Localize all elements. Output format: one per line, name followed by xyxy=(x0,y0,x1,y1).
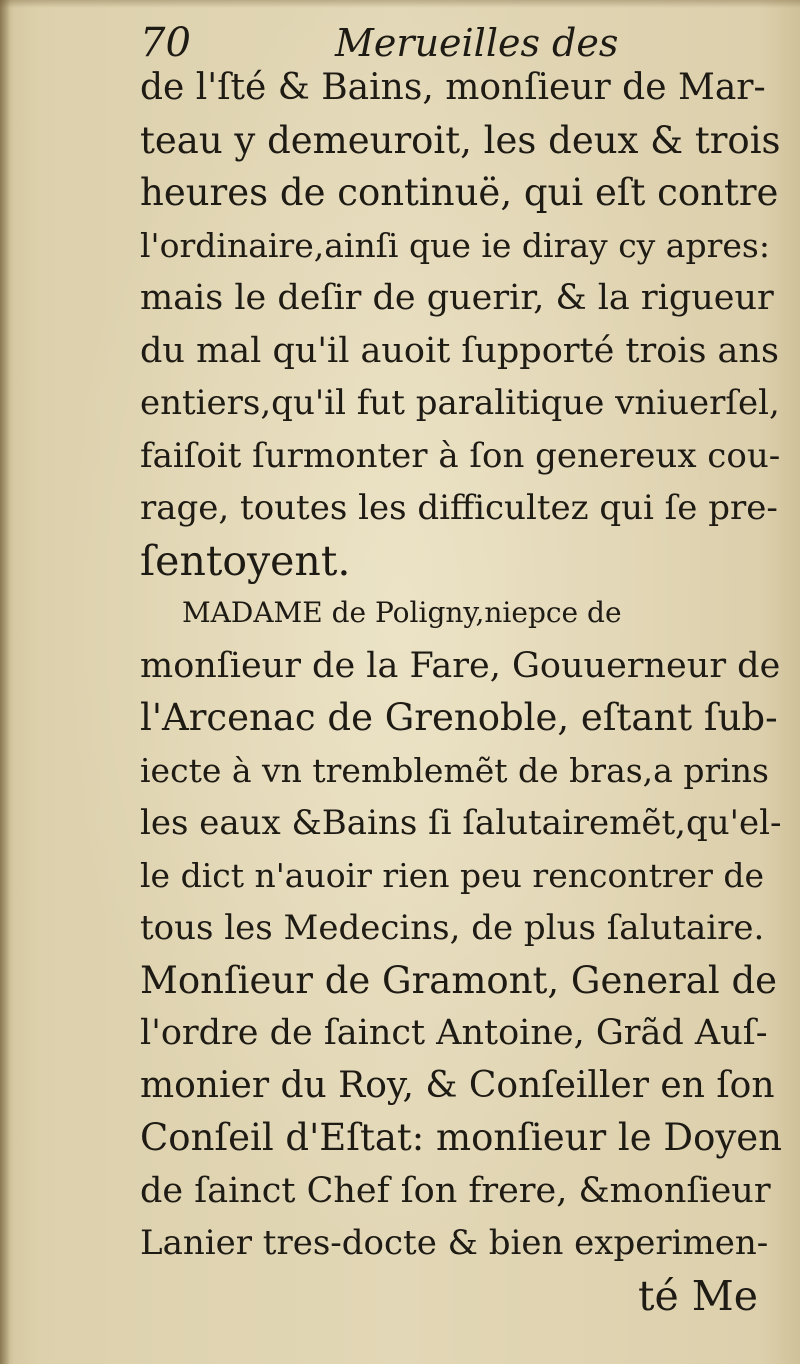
text-line: mais le deſir de guerir, & la rigueur xyxy=(140,278,774,318)
text-line: faiſoit ſurmonter à ſon genereux cou- xyxy=(140,435,781,476)
text-line: l'ordinaire,ainſi que ie diray cy apres: xyxy=(140,225,770,265)
text-line: l'ordre de ſainct Antoine, Grãd Auſ- xyxy=(140,1013,768,1053)
text-line: rage, toutes les difficultez qui ſe pre- xyxy=(140,488,778,528)
page-number: 70 xyxy=(140,20,191,66)
text-line: Monſieur de Gramont, General de xyxy=(140,958,778,1002)
text-line: l'Arcenac de Grenoble, eſtant ſub- xyxy=(140,696,778,739)
text-line: de l'ſté & Bains, monſieur de Mar- xyxy=(140,67,766,108)
text-line: iecte à vn tremblemẽt de bras,a prins xyxy=(140,750,769,790)
text-line: ſentoyent. xyxy=(140,536,351,585)
page-edge-shadow xyxy=(0,0,800,8)
text-line: les eaux &Bains ſi ſalutairemẽt,qu'el- xyxy=(140,803,782,843)
body-text xyxy=(140,62,780,1322)
text-line: du mal qu'il auoit ſupporté trois ans xyxy=(140,330,779,371)
page-header xyxy=(140,18,700,68)
text-line: monier du Roy, & Conſeiller en ſon xyxy=(140,1064,775,1106)
running-title: Meruеilles des xyxy=(335,21,619,65)
text-line: de ſainct Chef ſon frere, &monſieur xyxy=(140,1170,771,1211)
text-line: heures de continuë, qui eſt contre xyxy=(140,171,779,214)
text-line: Lanier tres-docte & bien experimen- xyxy=(140,1223,769,1263)
text-line: teau y demeuroit, les deux & trois xyxy=(140,118,781,162)
spine-shadow xyxy=(0,0,10,1364)
text-line: le dict n'auoir rien peu rencontrer de xyxy=(140,855,765,895)
text-line: Conſeil d'Eſtat: monſieur le Doyen xyxy=(140,1116,782,1159)
text-line: tous les Medecins, de plus ſalutaire. xyxy=(140,908,765,948)
text-line: entiers,qu'il fut paralitique vniuerſel, xyxy=(140,383,780,423)
catchword-line: té Me xyxy=(637,1271,758,1320)
text-line: monſieur de la Fare, Gouuerneur de xyxy=(140,645,781,686)
paragraph-start-line: MADAME de Poligny,niepce de xyxy=(182,596,622,629)
